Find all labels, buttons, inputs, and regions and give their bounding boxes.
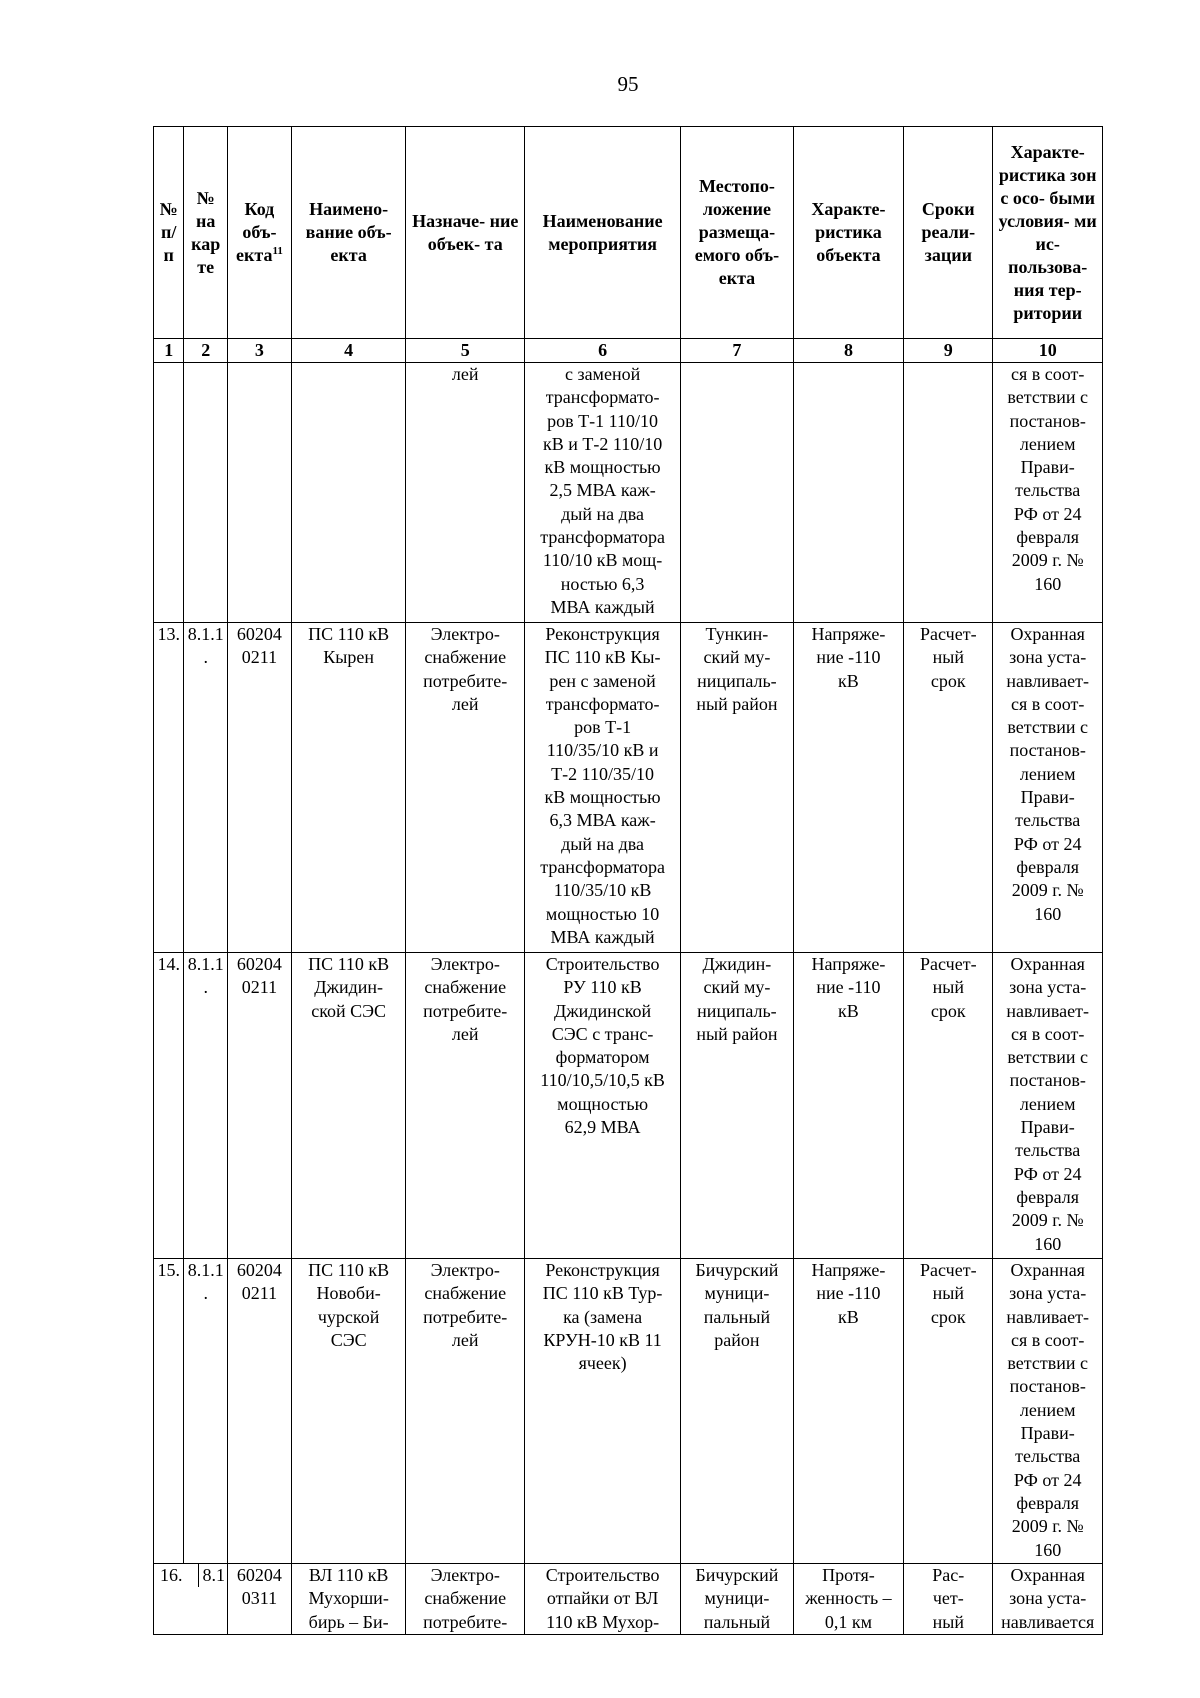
cell-purpose: Электро- снабжение потребите- лей bbox=[406, 623, 525, 953]
header-cell-num: № п/ п bbox=[154, 127, 184, 339]
cell-code: 60204 0211 bbox=[228, 953, 292, 1259]
cell-code: 60204 0211 bbox=[228, 1259, 292, 1564]
column-number: 7 bbox=[681, 339, 794, 363]
cell-map: 8.1 bbox=[202, 1565, 225, 1585]
header-row bbox=[154, 127, 1103, 339]
page-number: 95 bbox=[617, 72, 639, 96]
cell-term: Расчет- ный срок bbox=[904, 953, 993, 1259]
table-row bbox=[154, 1564, 1103, 1635]
table-row bbox=[154, 1259, 1103, 1564]
column-number: 6 bbox=[525, 339, 681, 363]
cell-characteristic bbox=[793, 363, 904, 623]
cell-map bbox=[184, 363, 228, 623]
column-number: 9 bbox=[904, 339, 993, 363]
header-cell-map: № на кар те bbox=[184, 127, 228, 339]
cell-num: 16. bbox=[156, 1564, 199, 1587]
header-cell-term: Сроки реали- зации bbox=[904, 127, 993, 339]
cell-term: Расчет- ный срок bbox=[904, 1259, 993, 1564]
cell-num bbox=[154, 363, 184, 623]
cell-purpose: Электро- снабжение потребите- bbox=[406, 1564, 525, 1635]
cell-name: ВЛ 110 кВ Мухорши- бирь – Би- bbox=[291, 1564, 406, 1635]
cell-name: ПС 110 кВ Новоби- чурской СЭС bbox=[291, 1259, 406, 1564]
cell-term bbox=[904, 363, 993, 623]
cell-code: 60204 0311 bbox=[228, 1564, 292, 1635]
footnote-ref: 11 bbox=[272, 245, 283, 257]
cell-location: Джидин- ский му- ниципаль- ный район bbox=[681, 953, 794, 1259]
cell-num: 13. bbox=[154, 623, 184, 953]
cell-location: Бичурский муници- пальный bbox=[681, 1564, 794, 1635]
column-number: 10 bbox=[993, 339, 1103, 363]
header-code-label: Код объ- екта bbox=[236, 199, 277, 265]
cell-num-map bbox=[154, 1564, 228, 1635]
cell-zone: Охранная зона уста- навливает- ся в соот- ветствии с постанов- лением Прави- тельства РФ от 24 февраля 2009 г. № 160 bbox=[993, 1259, 1103, 1564]
header-cell-name: Наимено- вание объ- екта bbox=[291, 127, 406, 339]
column-number: 2 bbox=[184, 339, 228, 363]
cell-zone: ся в соот- ветствии с постанов- лением Прави- тельства РФ от 24 февраля 2009 г. № 160 bbox=[993, 363, 1103, 623]
table-row bbox=[154, 623, 1103, 953]
column-number: 3 bbox=[228, 339, 292, 363]
cell-term: Рас- чет- ный bbox=[904, 1564, 993, 1635]
planned-objects-table bbox=[153, 126, 1103, 1635]
header-cell-zone: Характе- ристика зон с осо- быми условия- ми ис- пользова- ния тер- ритории bbox=[993, 127, 1103, 339]
cell-zone: Охранная зона уста- навливается bbox=[993, 1564, 1103, 1635]
cell-characteristic: Напряже- ние -110 кВ bbox=[793, 623, 904, 953]
cell-name: ПС 110 кВ Джидин- ской СЭС bbox=[291, 953, 406, 1259]
cell-term: Расчет- ный срок bbox=[904, 623, 993, 953]
cell-map: 8.1.1. bbox=[184, 1259, 228, 1564]
cell-location bbox=[681, 363, 794, 623]
column-number: 8 bbox=[793, 339, 904, 363]
header-cell-purpose: Назначе- ние объек- та bbox=[406, 127, 525, 339]
cell-measure: Реконструкция ПС 110 кВ Тур- ка (замена КРУН-10 кВ 11 ячеек) bbox=[525, 1259, 681, 1564]
column-number: 1 bbox=[154, 339, 184, 363]
header-cell-measure: Наименование мероприятия bbox=[525, 127, 681, 339]
cell-characteristic: Протя- женность – 0,1 км bbox=[793, 1564, 904, 1635]
header-cell-location: Местопо- ложение размеща- емого объ- екта bbox=[681, 127, 794, 339]
header-cell-code bbox=[228, 127, 292, 339]
cell-purpose: Электро- снабжение потребите- лей bbox=[406, 1259, 525, 1564]
cell-measure: с заменой трансформато- ров Т-1 110/10 кВ и Т-2 110/10 кВ мощностью 2,5 МВА каж- дый на два трансформатора 110/10 кВ мощ- ностью 6,3 МВА каждый bbox=[525, 363, 681, 623]
cell-zone: Охранная зона уста- навливает- ся в соот- ветствии с постанов- лением Прави- тельства РФ от 24 февраля 2009 г. № 160 bbox=[993, 953, 1103, 1259]
cell-zone: Охранная зона уста- навливает- ся в соот- ветствии с постанов- лением Прави- тельства РФ от 24 февраля 2009 г. № 160 bbox=[993, 623, 1103, 953]
cell-measure: Строительство отпайки от ВЛ 110 кВ Мухор- bbox=[525, 1564, 681, 1635]
column-number-row bbox=[154, 339, 1103, 363]
table-row bbox=[154, 953, 1103, 1259]
cell-purpose: лей bbox=[406, 363, 525, 623]
table-row bbox=[154, 363, 1103, 623]
cell-measure: Реконструкция ПС 110 кВ Кы- рен с заменой трансформато- ров Т-1 110/35/10 кВ и Т-2 110/35/10 кВ мощностью 6,3 МВА каж- дый на два трансформатора 110/35/10 кВ мощностью 10 МВА каждый bbox=[525, 623, 681, 953]
cell-measure: Строительство РУ 110 кВ Джидинской СЭС с транс- форматором 110/10,5/10,5 кВ мощностью 62,9 МВА bbox=[525, 953, 681, 1259]
cell-code bbox=[228, 363, 292, 623]
cell-num: 15. bbox=[154, 1259, 184, 1564]
cell-map: 8.1.1. bbox=[184, 953, 228, 1259]
cell-location: Тункин- ский му- ниципаль- ный район bbox=[681, 623, 794, 953]
header-cell-characteristic: Характе- ристика объекта bbox=[793, 127, 904, 339]
cell-name bbox=[291, 363, 406, 623]
cell-characteristic: Напряже- ние -110 кВ bbox=[793, 1259, 904, 1564]
cell-name: ПС 110 кВ Кырен bbox=[291, 623, 406, 953]
cell-num: 14. bbox=[154, 953, 184, 1259]
cell-characteristic: Напряже- ние -110 кВ bbox=[793, 953, 904, 1259]
cell-map: 8.1.1. bbox=[184, 623, 228, 953]
cell-purpose: Электро- снабжение потребите- лей bbox=[406, 953, 525, 1259]
column-number: 5 bbox=[406, 339, 525, 363]
column-number: 4 bbox=[291, 339, 406, 363]
cell-code: 60204 0211 bbox=[228, 623, 292, 953]
cell-location: Бичурский муници- пальный район bbox=[681, 1259, 794, 1564]
